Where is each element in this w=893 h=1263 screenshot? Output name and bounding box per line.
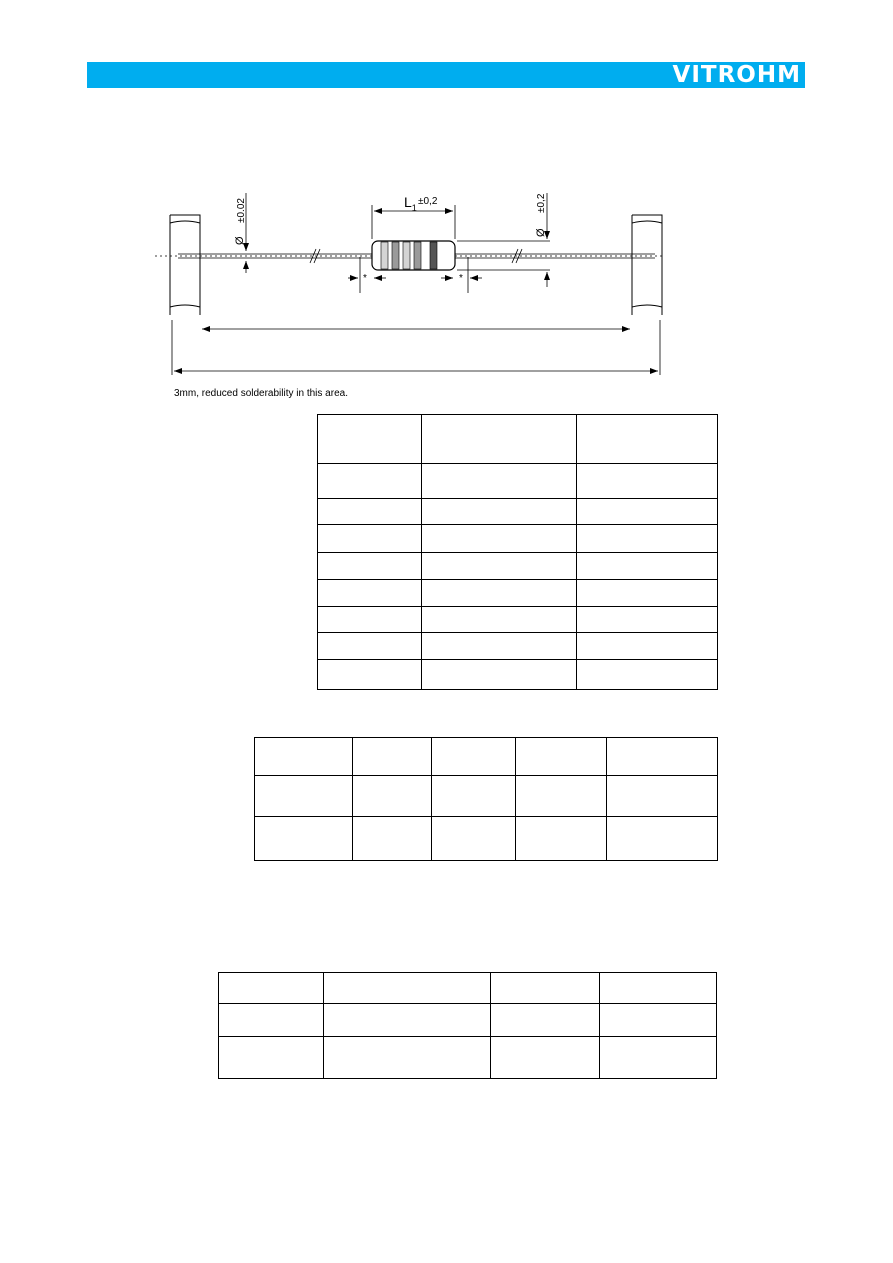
resistor-dimension-drawing [150,175,670,385]
table-row [255,817,718,861]
table-row [318,607,718,633]
body-dia-symbol: Ø [535,228,547,237]
lead-dia-symbol: Ø [234,236,246,245]
table-row [219,973,717,1004]
brand-logo: VITROHM [672,62,801,88]
table-row [255,776,718,817]
table-row [318,580,718,607]
right-clamp-block [632,215,662,315]
table-row [318,415,718,464]
l1-label: $L_1$ [404,194,417,213]
table-row [318,553,718,580]
table-row [318,464,718,499]
color-band [392,242,399,269]
color-band [381,242,388,269]
table-3 [218,972,717,1079]
header-bar [87,62,805,88]
l1-tolerance: ±0,2 [418,196,438,207]
table-row [219,1037,717,1079]
table-row [318,525,718,553]
asterisk-right: * [459,273,463,284]
table-row [318,499,718,525]
asterisk-left: * [363,273,367,284]
table-row [255,738,718,776]
solderability-note: 3mm, reduced solderability in this area. [174,388,348,399]
color-band [430,242,437,269]
table-row [219,1004,717,1037]
lead-dia-tolerance: ±0.02 [236,198,247,223]
table-1 [317,414,718,690]
color-band [414,242,421,269]
body-dia-tolerance: ±0,2 [536,193,547,213]
color-band [403,242,410,269]
table-row [318,660,718,690]
table-row [318,633,718,660]
table-2 [254,737,718,861]
left-clamp-block [170,215,200,315]
